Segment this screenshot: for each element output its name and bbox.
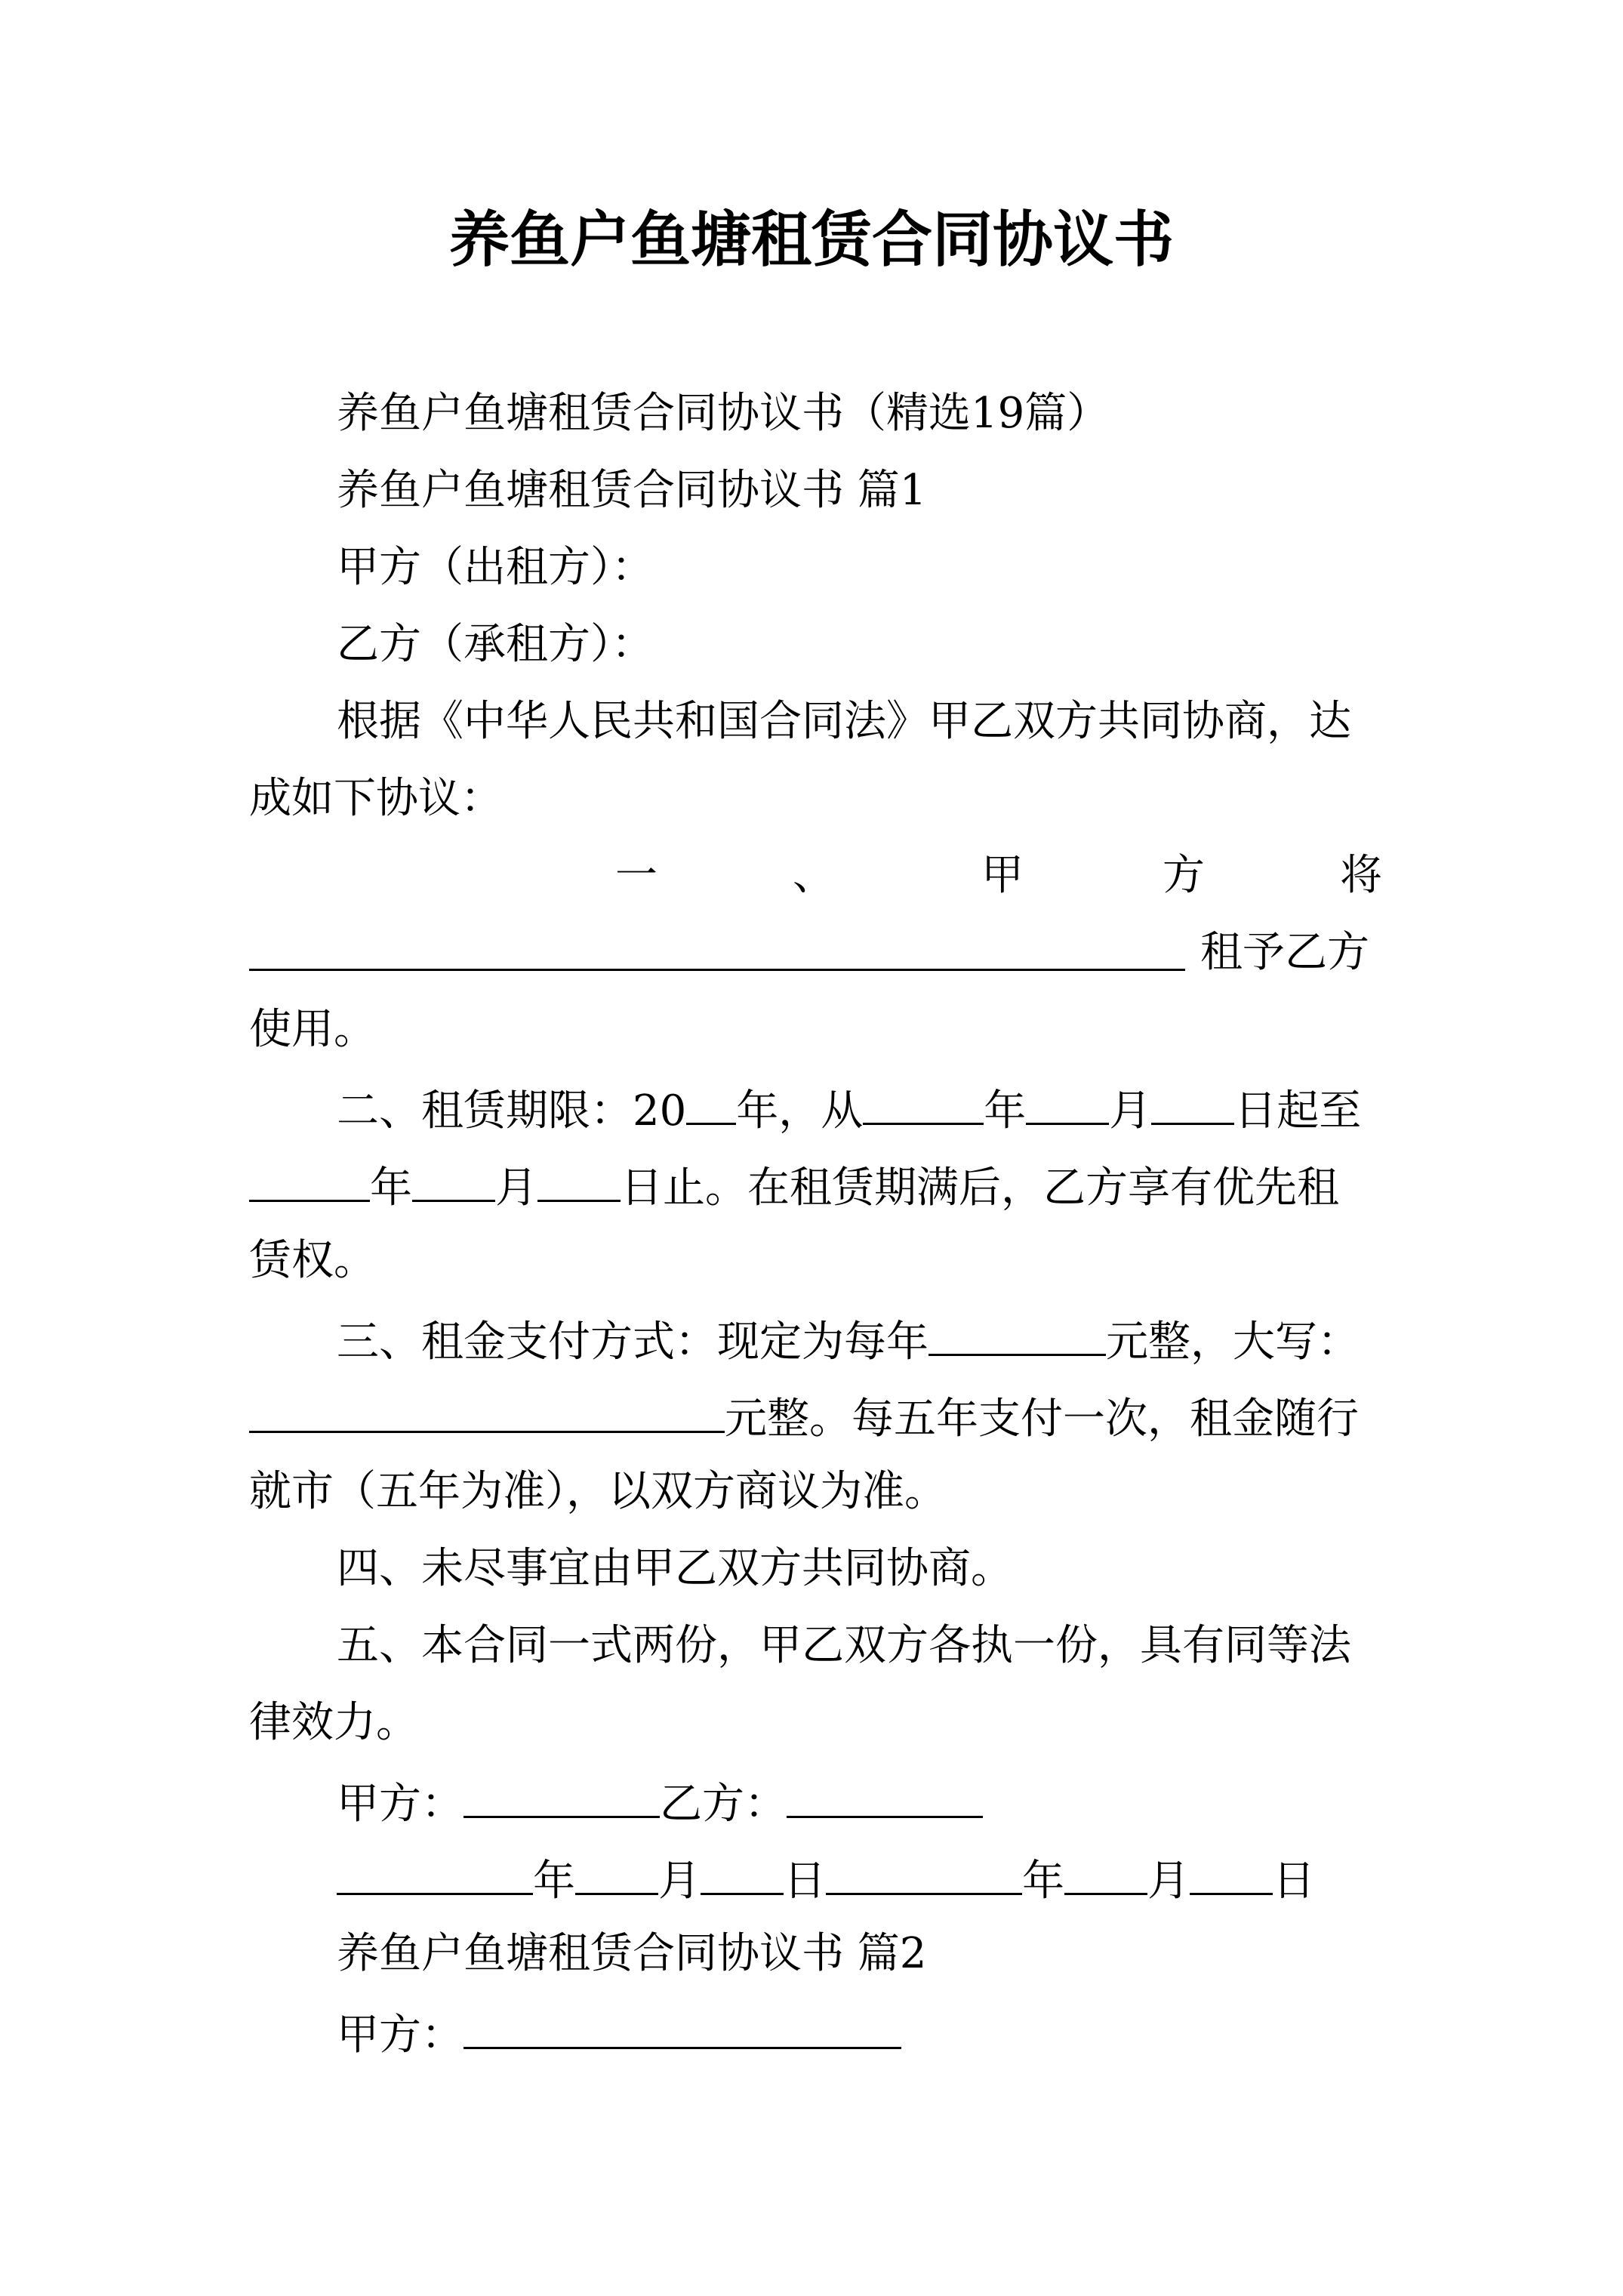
clause-3-line-2 (0, 1381, 1623, 1453)
signature-line (0, 1766, 1623, 1838)
blank-start-day (1151, 1073, 1234, 1125)
date-b-month-label: 月 (1147, 1857, 1190, 1906)
clause-4: 四、未尽事宜由甲乙双方共同协商。 (337, 1544, 1013, 1593)
blank-end-day (537, 1150, 621, 1202)
clause-2-text-a: 二、租赁期限：20 (337, 1086, 687, 1136)
document-title: 养鱼户鱼塘租赁合同协议书 (449, 204, 1174, 275)
clause-2-text-g: 月 (495, 1163, 537, 1213)
blank-b-month (1064, 1843, 1147, 1895)
sign-party-a-label: 甲方： (337, 1780, 463, 1829)
clause-2-text-h: 日止。在租赁期满后，乙方享有优先租 (621, 1163, 1339, 1213)
clause-1-tail: 租予乙方 (1200, 928, 1369, 977)
subtitle: 养鱼户鱼塘租赁合同协议书（精选19篇） (337, 389, 1110, 438)
clause-3-text-c: 元整。每五年支付一次，租金随行 (725, 1395, 1359, 1444)
clause-3-text-b: 元整，大写： (1106, 1318, 1360, 1367)
party-a-lessor: 甲方（出租方）： (337, 543, 654, 592)
date-a-day-label: 日 (784, 1857, 826, 1906)
clause-2-text-d: 月 (1109, 1086, 1152, 1136)
section-2-party-a-label: 甲方： (337, 2011, 463, 2060)
clause-2-line-3: 赁权。 (249, 1236, 376, 1285)
intro-line-1: 根据《中华人民共和国合同法》甲乙双方共同协商，达 (337, 697, 1351, 746)
clause-1-char-5: 将 (1340, 851, 1382, 900)
clause-3-line-3: 就市（五年为准），以双方商议为准。 (249, 1467, 947, 1516)
clause-3-line-1 (0, 1304, 1623, 1376)
date-b-year-label: 年 (1022, 1857, 1064, 1906)
clause-2-text-f: 年 (370, 1163, 412, 1213)
clause-3-text-a: 三、租金支付方式：现定为每年 (337, 1318, 929, 1367)
blank-section-2-party-a (463, 1997, 901, 2049)
sign-party-b-label: 乙方： (660, 1780, 787, 1829)
clause-1-char-3: 甲 (981, 851, 1024, 900)
clause-1-char-4: 方 (1163, 851, 1205, 900)
clause-5-line-1: 五、本合同一式两份，甲乙双方各执一份，具有同等法 (337, 1621, 1351, 1670)
blank-year-suffix (686, 1073, 736, 1125)
blank-a-month (575, 1843, 658, 1895)
blank-party-b-signature (787, 1766, 983, 1818)
blank-rent-in-words (249, 1381, 725, 1433)
date-line (0, 1843, 1623, 1915)
section-heading-1: 养鱼户鱼塘租赁合同协议书 篇1 (337, 466, 927, 515)
clause-2-text-b: 年，从 (736, 1086, 864, 1136)
blank-end-month (412, 1150, 495, 1202)
clause-2-text-e: 日起至 (1234, 1086, 1362, 1136)
clause-1-line-2 (0, 919, 1623, 987)
clause-2-line-1 (0, 1073, 1623, 1145)
blank-a-day (701, 1843, 784, 1895)
clause-2-text-c: 年 (984, 1086, 1027, 1136)
clause-2-line-2 (0, 1150, 1623, 1222)
blank-a-year (337, 1843, 533, 1895)
party-b-lessee: 乙方（承租方）： (337, 620, 654, 669)
section-2-party-a-line (0, 1997, 1623, 2069)
date-a-month-label: 月 (658, 1857, 701, 1906)
clause-5-line-2: 律效力。 (249, 1698, 418, 1747)
blank-start-year (863, 1073, 984, 1125)
blank-party-a-signature (463, 1766, 660, 1818)
clause-1-line-1 (0, 842, 1623, 910)
blank-b-day (1190, 1843, 1273, 1895)
blank-annual-rent (929, 1304, 1106, 1356)
intro-line-2: 成如下协议： (249, 774, 503, 823)
date-a-year-label: 年 (533, 1857, 575, 1906)
clause-1-line-3: 使用。 (249, 1005, 376, 1054)
blank-end-year (249, 1150, 370, 1202)
blank-start-month (1026, 1073, 1109, 1125)
blank-rented-item (249, 919, 1185, 971)
clause-1-char-2: 、 (793, 851, 835, 900)
date-b-day-label: 日 (1273, 1857, 1315, 1906)
clause-1-char-1: 一 (615, 851, 658, 900)
blank-b-year (826, 1843, 1022, 1895)
section-heading-2: 养鱼户鱼塘租赁合同协议书 篇2 (337, 1929, 927, 1978)
